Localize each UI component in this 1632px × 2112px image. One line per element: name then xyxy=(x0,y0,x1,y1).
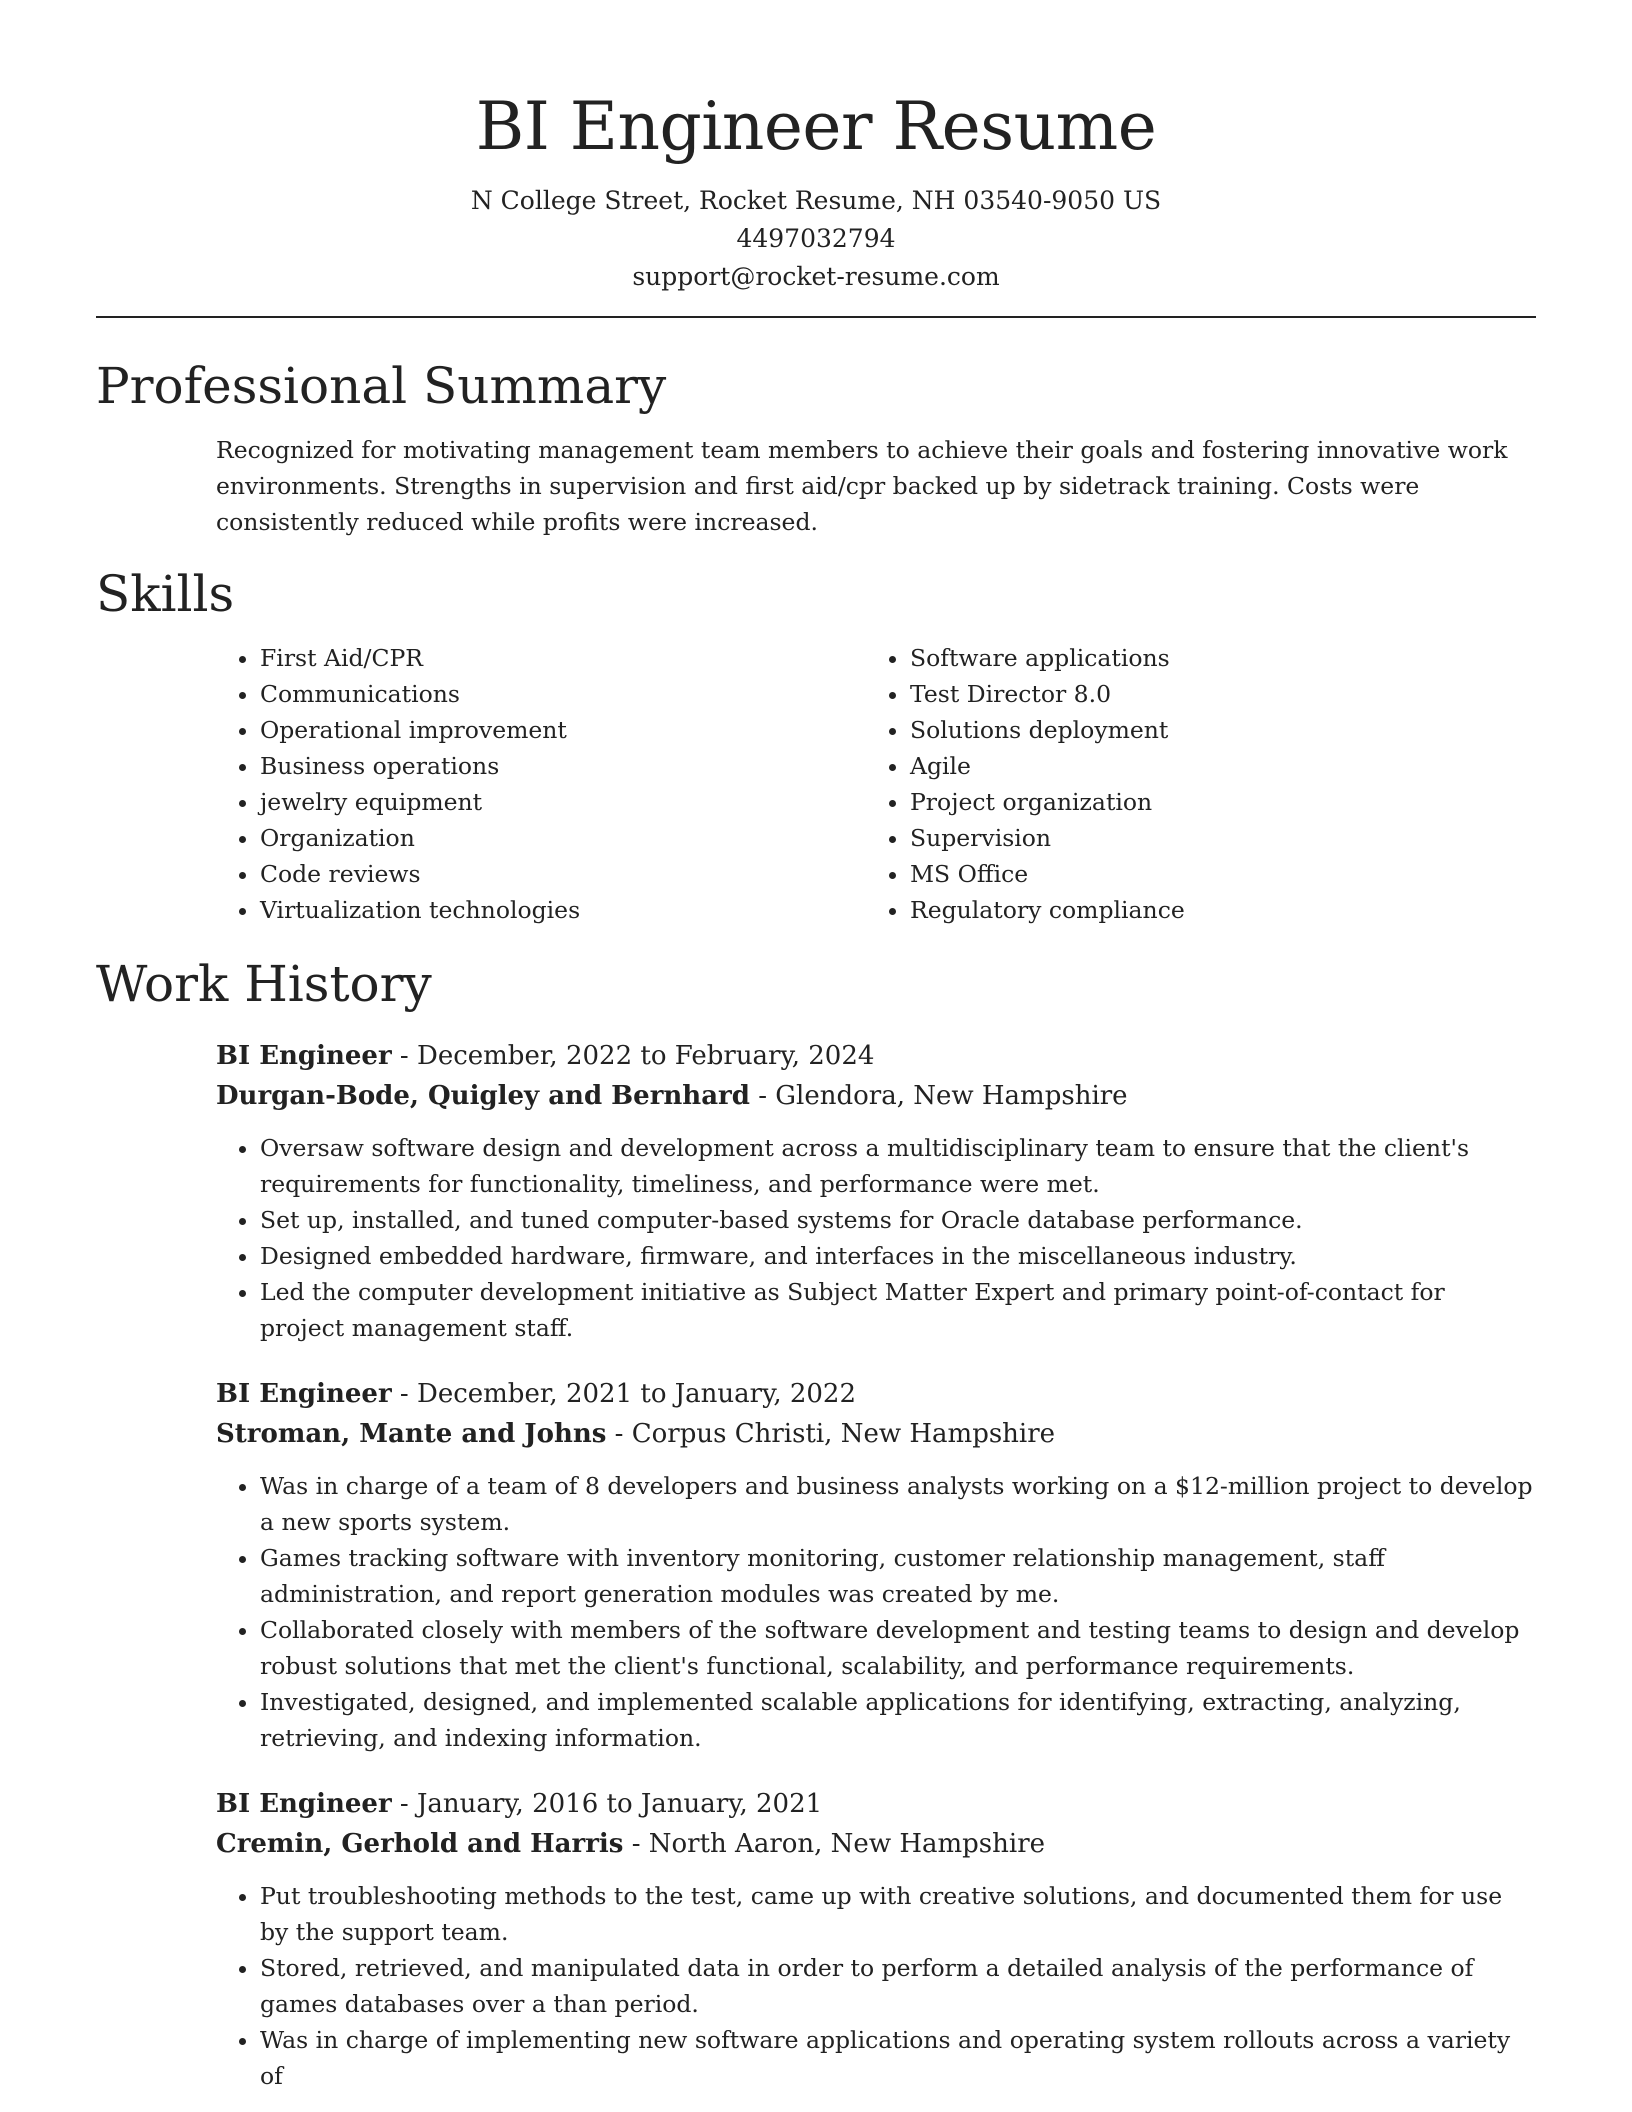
work-history-section xyxy=(96,954,1536,2094)
job-bullets xyxy=(216,1468,1536,1756)
section-title-work-history: Work History xyxy=(96,955,432,1013)
job-company: Cremin, Gerhold and Harris xyxy=(216,1829,624,1859)
job-title-line xyxy=(216,1036,1536,1076)
skill-item: • Project organization xyxy=(910,784,1516,820)
job-bullets xyxy=(216,1130,1536,1346)
skills-grid xyxy=(216,640,1536,928)
section-title-skills: Skills xyxy=(96,565,235,623)
skill-item: • Regulatory compliance xyxy=(910,892,1516,928)
job-bullets xyxy=(216,1878,1536,2094)
job-company-line xyxy=(216,1824,1536,1864)
contact-address: N College Street, Rocket Resume, NH 03540-9050 US xyxy=(470,186,1162,215)
job-bullet: • Stored, retrieved, and manipulated data in order to perform a detailed analysis of the performance of games databases over a than period. xyxy=(260,1950,1536,2022)
job-entry xyxy=(216,1784,1536,2094)
job-title-line xyxy=(216,1784,1536,1824)
skills-list-right xyxy=(866,640,1516,928)
skill-item: • jewelry equipment xyxy=(260,784,866,820)
job-title: BI Engineer xyxy=(216,1041,392,1071)
skill-item: • Test Director 8.0 xyxy=(910,676,1516,712)
job-company-line xyxy=(216,1076,1536,1116)
contact-email: support@rocket-resume.com xyxy=(632,262,1000,291)
skill-item: • Solutions deployment xyxy=(910,712,1516,748)
job-bullet: • Collaborated closely with members of the software development and testing teams to design and develop robust solutions that met the client's functional, scalability, and performance requirements. xyxy=(260,1612,1536,1684)
job-bullet: • Designed embedded hardware, firmware, and interfaces in the miscellaneous industry. xyxy=(260,1238,1536,1274)
skill-item: • Agile xyxy=(910,748,1516,784)
summary-text: Recognized for motivating management team members to achieve their goals and fostering innovative work environments. Strengths in supervision and first aid/cpr backed up by sidetrack training. Costs were consistently reduced while profits were increased. xyxy=(216,436,1508,536)
skills-section xyxy=(96,564,1536,928)
job-dates: - December, 2022 to February, 2024 xyxy=(391,1041,875,1071)
skill-item: • Supervision xyxy=(910,820,1516,856)
job-company-line xyxy=(216,1414,1536,1454)
job-entry xyxy=(216,1374,1536,1756)
job-company: Durgan-Bode, Quigley and Bernhard xyxy=(216,1081,750,1111)
skill-item: • Business operations xyxy=(260,748,866,784)
skill-item: • Software applications xyxy=(910,640,1516,676)
job-location: - Glendora, New Hampshire xyxy=(749,1081,1128,1111)
job-dates: - December, 2021 to January, 2022 xyxy=(391,1379,857,1409)
job-bullet: • Games tracking software with inventory monitoring, customer relationship management, staff administration, and report generation modules was created by me. xyxy=(260,1540,1536,1612)
header-divider xyxy=(96,316,1536,318)
job-bullet: • Was in charge of implementing new software applications and operating system rollouts across a variety of xyxy=(260,2022,1536,2094)
resume-header xyxy=(96,0,1536,296)
contact-info xyxy=(96,182,1536,296)
job-bullet: • Was in charge of a team of 8 developers and business analysts working on a $12-million project to develop a new sports system. xyxy=(260,1468,1536,1540)
resume-page xyxy=(96,0,1536,2112)
skill-item: • MS Office xyxy=(910,856,1516,892)
skill-item: • Organization xyxy=(260,820,866,856)
skill-item: • Virtualization technologies xyxy=(260,892,866,928)
job-title-line xyxy=(216,1374,1536,1414)
job-company: Stroman, Mante and Johns xyxy=(216,1419,607,1449)
job-bullet: • Put troubleshooting methods to the test, came up with creative solutions, and documented them for use by the support team. xyxy=(260,1878,1536,1950)
section-title-summary: Professional Summary xyxy=(96,357,667,415)
job-bullet: • Investigated, designed, and implemented scalable applications for identifying, extracting, analyzing, retrieving, and indexing information. xyxy=(260,1684,1536,1756)
job-bullet: • Oversaw software design and development across a multidisciplinary team to ensure that the client's requirements for functionality, timeliness, and performance were met. xyxy=(260,1130,1536,1202)
job-bullet: • Led the computer development initiative as Subject Matter Expert and primary point-of-contact for project management staff. xyxy=(260,1274,1536,1346)
job-title: BI Engineer xyxy=(216,1379,392,1409)
skill-item: • Communications xyxy=(260,676,866,712)
job-bullet: • Set up, installed, and tuned computer-based systems for Oracle database performance. xyxy=(260,1202,1536,1238)
resume-title: BI Engineer Resume xyxy=(475,88,1157,165)
job-location: - Corpus Christi, New Hampshire xyxy=(606,1419,1056,1449)
skill-item: • Operational improvement xyxy=(260,712,866,748)
job-entry xyxy=(216,1036,1536,1346)
contact-phone: 4497032794 xyxy=(736,224,896,253)
skills-list-left xyxy=(216,640,866,928)
skill-item: • First Aid/CPR xyxy=(260,640,866,676)
professional-summary-section xyxy=(96,356,1536,540)
job-title: BI Engineer xyxy=(216,1789,392,1819)
job-dates: - January, 2016 to January, 2021 xyxy=(391,1789,823,1819)
skill-item: • Code reviews xyxy=(260,856,866,892)
job-location: - North Aaron, New Hampshire xyxy=(623,1829,1046,1859)
